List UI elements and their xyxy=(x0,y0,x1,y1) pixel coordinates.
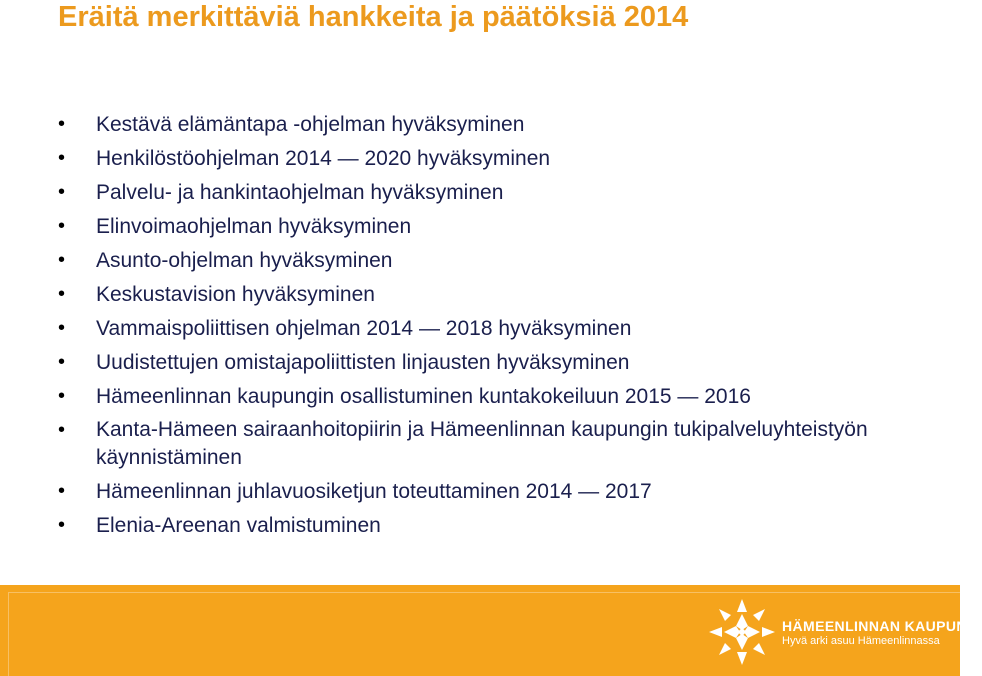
bullet-icon: • xyxy=(58,480,66,502)
list-item: • Vammaispoliittisen ohjelman 2014 — 2018 hyväksyminen xyxy=(58,314,928,343)
slide-title: Eräitä merkittäviä hankkeita ja päätöksiä 2014 xyxy=(58,1,689,33)
list-item: • Hämeenlinnan kaupungin osallistuminen kuntakokeiluun 2015 — 2016 xyxy=(58,382,928,411)
list-item: • Asunto-ohjelman hyväksyminen xyxy=(58,246,928,275)
list-item: • Kestävä elämäntapa -ohjelman hyväksyminen xyxy=(58,110,928,139)
bullet-icon: • xyxy=(58,317,66,339)
bullet-icon: • xyxy=(58,419,66,441)
list-item: • Keskustavision hyväksyminen xyxy=(58,280,928,309)
list-item: • Henkilöstöohjelman 2014 — 2020 hyväksyminen xyxy=(58,144,928,173)
list-item: • Kanta-Hämeen sairaanhoitopiirin ja Hämeenlinnan kaupungin tukipalveluyhteistyön käynnistäminen xyxy=(58,418,868,469)
bullet-icon: • xyxy=(58,181,66,203)
logo-tagline: Hyvä arki asuu Hämeenlinnassa xyxy=(782,635,940,647)
bullet-icon: • xyxy=(58,215,66,237)
list-item: • Elenia-Areenan valmistuminen xyxy=(58,511,928,540)
list-item: • Palvelu- ja hankintaohjelman hyväksyminen xyxy=(58,178,928,207)
list-item: • Uudistettujen omistajapoliittisten linjausten hyväksyminen xyxy=(58,348,928,377)
star-flower-icon xyxy=(706,596,778,668)
bullet-icon: • xyxy=(58,249,66,271)
bullet-icon: • xyxy=(58,113,66,135)
logo-name: HÄMEENLINNAN KAUPUNKI xyxy=(782,618,982,634)
bullet-icon: • xyxy=(58,147,66,169)
bullet-icon: • xyxy=(58,385,66,407)
list-item: • Elinvoimaohjelman hyväksyminen xyxy=(58,212,928,241)
bullet-list xyxy=(58,110,928,545)
list-item: • Hämeenlinnan juhlavuosiketjun toteuttaminen 2014 — 2017 xyxy=(58,477,928,506)
bullet-icon: • xyxy=(58,514,66,536)
bullet-icon: • xyxy=(58,283,66,305)
bullet-icon: • xyxy=(58,351,66,373)
